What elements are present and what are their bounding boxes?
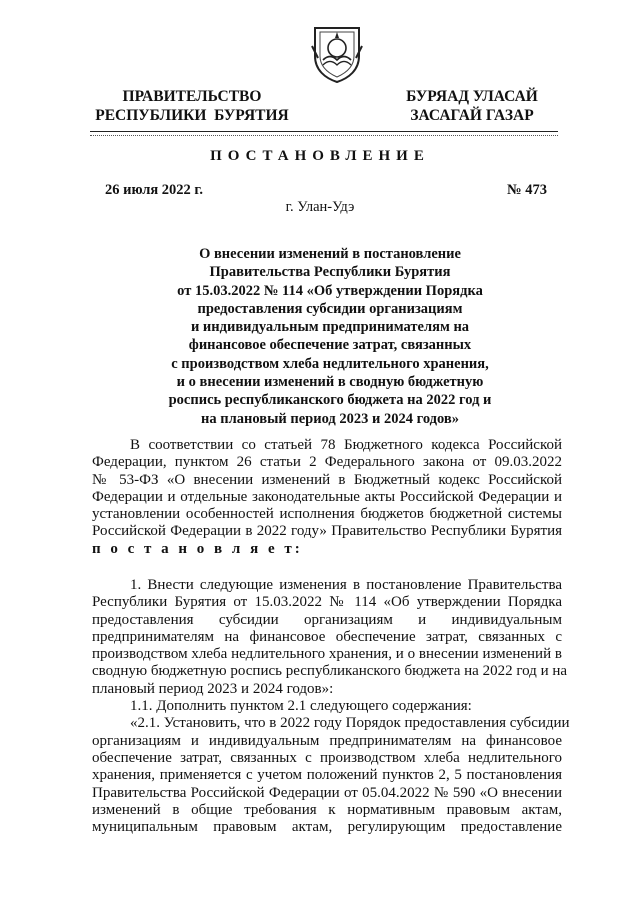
text-line: 1.1. Дополнить пунктом 2.1 следующего содержания: [130,698,472,715]
text-line: установлении особенностей исполнения бюджетов бюджетной системы [92,506,562,523]
subject-line: предоставления субсидии организациям [197,300,463,317]
text-line: муниципальным правовым актам, регулирующим предоставление [92,819,562,836]
body-text [92,577,570,836]
subject-line: от 15.03.2022 № 114 «Об утверждении Порядка [177,282,483,299]
resolves-word: п о с т а н о в л я е т: [92,540,303,557]
coat-of-arms-icon [309,22,365,84]
text-line: плановый период 2023 и 2024 годов»: [92,680,334,697]
org-name-russian [92,87,292,125]
text-line: организациям и индивидуальным предпринимателям на финансовое [92,732,562,749]
subject-line: О внесении изменений в постановление [199,246,461,262]
text-line: предпринимателям на финансовое обеспечение затрат, связанных с [92,628,562,645]
header-divider-dotted [90,135,558,136]
document-subject [160,245,500,428]
text-line: производством хлеба недлительного хранения, и о внесении изменений в [92,646,562,663]
text-line: сводную бюджетную роспись республиканского бюджета на 2022 год и на [92,663,568,680]
document-city: г. Улан-Удэ [285,199,355,215]
subject-line: с производством хлеба недлительного хранения, [171,355,489,372]
text-line: № 53-ФЗ «О внесении изменений в Бюджетный кодекс Российской [92,471,562,488]
text-line: Российской Федерации в 2022 году» Правительство Республики Бурятия [92,523,562,540]
text-line: обеспечение затрат, связанных с производством хлеба недлительного [92,749,562,766]
text-line: Правительства Российской Федерации от 05.04.2022 № 590 «О внесении [92,784,562,801]
subject-line: и о внесении изменений в сводную бюджетную [176,374,484,391]
subject-line: на плановый период 2023 и 2024 годов» [201,410,459,427]
text-line: изменений в общие требования к нормативным правовым актам, [92,801,562,818]
org-name-line: ЗАСАГАЙ ГАЗАР [410,107,534,124]
text-line: В соответствии со статьей 78 Бюджетного кодекса Российской [130,437,562,453]
preamble-paragraph [92,437,562,558]
org-name-line: БУРЯАД УЛАСАЙ [406,88,538,105]
document-type: ПОСТАНОВЛЕНИЕ [210,148,430,164]
subject-line: и индивидуальным предпринимателям на [190,319,470,336]
text-line: Федерации, пунктом 26 статьи 2 Федерального закона от 09.03.2022 [92,454,562,471]
subject-line: роспись республиканского бюджета на 2022 год и [168,392,492,409]
text-line: Федерации и отдельные законодательные акты Российской Федерации и [92,488,562,505]
subject-line: финансовое обеспечение затрат, связанных [188,337,472,354]
text-line: «2.1. Установить, что в 2022 году Порядок предоставления субсидии [130,715,570,732]
document-date: 26 июля 2022 г. [105,182,204,198]
text-line: хранения, применяется с учетом положений пунктов 2, 5 постановления [92,767,562,784]
document-number: № 473 [507,182,547,198]
subject-line: Правительства Республики Бурятия [209,264,451,281]
text-line: предоставления субсидии организациям и индивидуальным [92,611,562,628]
org-name-buryat [392,87,552,125]
text-line: Республики Бурятия от 15.03.2022 № 114 «Об утверждении Порядка [92,594,562,611]
header-divider [90,131,558,132]
org-name-line: ПРАВИТЕЛЬСТВО [122,88,262,105]
org-name-line: РЕСПУБЛИКИ БУРЯТИЯ [95,107,289,124]
text-line: 1. Внести следующие изменения в постановление Правительства [130,577,562,593]
